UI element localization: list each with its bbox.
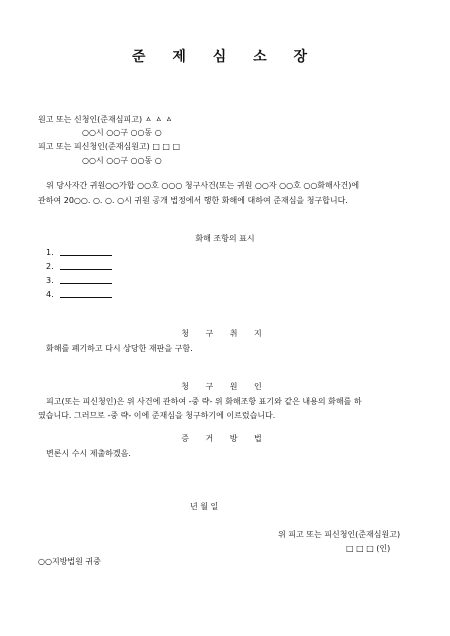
claim-purpose-heading: 청 구 취 지 bbox=[181, 329, 269, 338]
claim-cause-heading: 청 구 원 인 bbox=[181, 382, 269, 391]
signer-name: □ □ □ (인) bbox=[346, 544, 391, 553]
defendant-line: 피고 또는 피신청인(준재심원고) □ □ □ bbox=[38, 142, 181, 151]
defendant-address: ○○시 ○○구 ○○동 ○ bbox=[82, 156, 162, 165]
plaintiff-line: 원고 또는 신청인(준재심피고) ㅿ ㅿ ㅿ bbox=[38, 115, 173, 124]
settlement-heading: 화해 조항의 표시 bbox=[195, 234, 255, 243]
blank-line bbox=[60, 291, 112, 298]
settlement-item: 2. bbox=[46, 262, 112, 272]
blank-line bbox=[60, 277, 112, 284]
evidence-text: 변론시 수시 제출하겠음. bbox=[46, 449, 131, 458]
blank-line bbox=[60, 263, 112, 270]
plaintiff-address: ○○시 ○○구 ○○동 ○ bbox=[82, 128, 162, 137]
claim-cause-line-1: 피고(또는 피신청인)은 위 사건에 관하여 -중 략- 위 화해조항 표기와 같은 내용의 화해를 하 bbox=[46, 397, 362, 406]
claim-purpose-text: 화해를 폐기하고 다시 상당한 재판을 구함. bbox=[46, 344, 193, 353]
settlement-item: 3. bbox=[46, 276, 112, 286]
evidence-heading: 증 거 방 법 bbox=[181, 434, 269, 443]
blank-line bbox=[60, 249, 112, 256]
settlement-item: 1. bbox=[46, 248, 112, 258]
intro-line-1: 위 당사자간 귀원○○가합 ○○호 ○○○ 청구사건(또는 귀원 ○○자 ○○호 ○○화해사건)에 bbox=[46, 181, 360, 190]
signer-role: 위 피고 또는 피신청인(준재심원고) bbox=[278, 530, 401, 539]
date-line: 년 월 일 bbox=[190, 502, 219, 511]
court-addressee: ○○지방법원 귀중 bbox=[38, 557, 101, 566]
intro-line-2: 관하여 20○○. ○. ○. ○시 귀원 공개 법정에서 행한 화해에 대하여 준재심을 청구합니다. bbox=[38, 196, 348, 205]
claim-cause-line-2: 였습니다. 그러므로 -중 략- 이에 준재심을 청구하기에 이르렀습니다. bbox=[38, 411, 276, 420]
document-title: 준 제 심 소 장 bbox=[131, 49, 319, 65]
settlement-item: 4. bbox=[46, 290, 112, 300]
